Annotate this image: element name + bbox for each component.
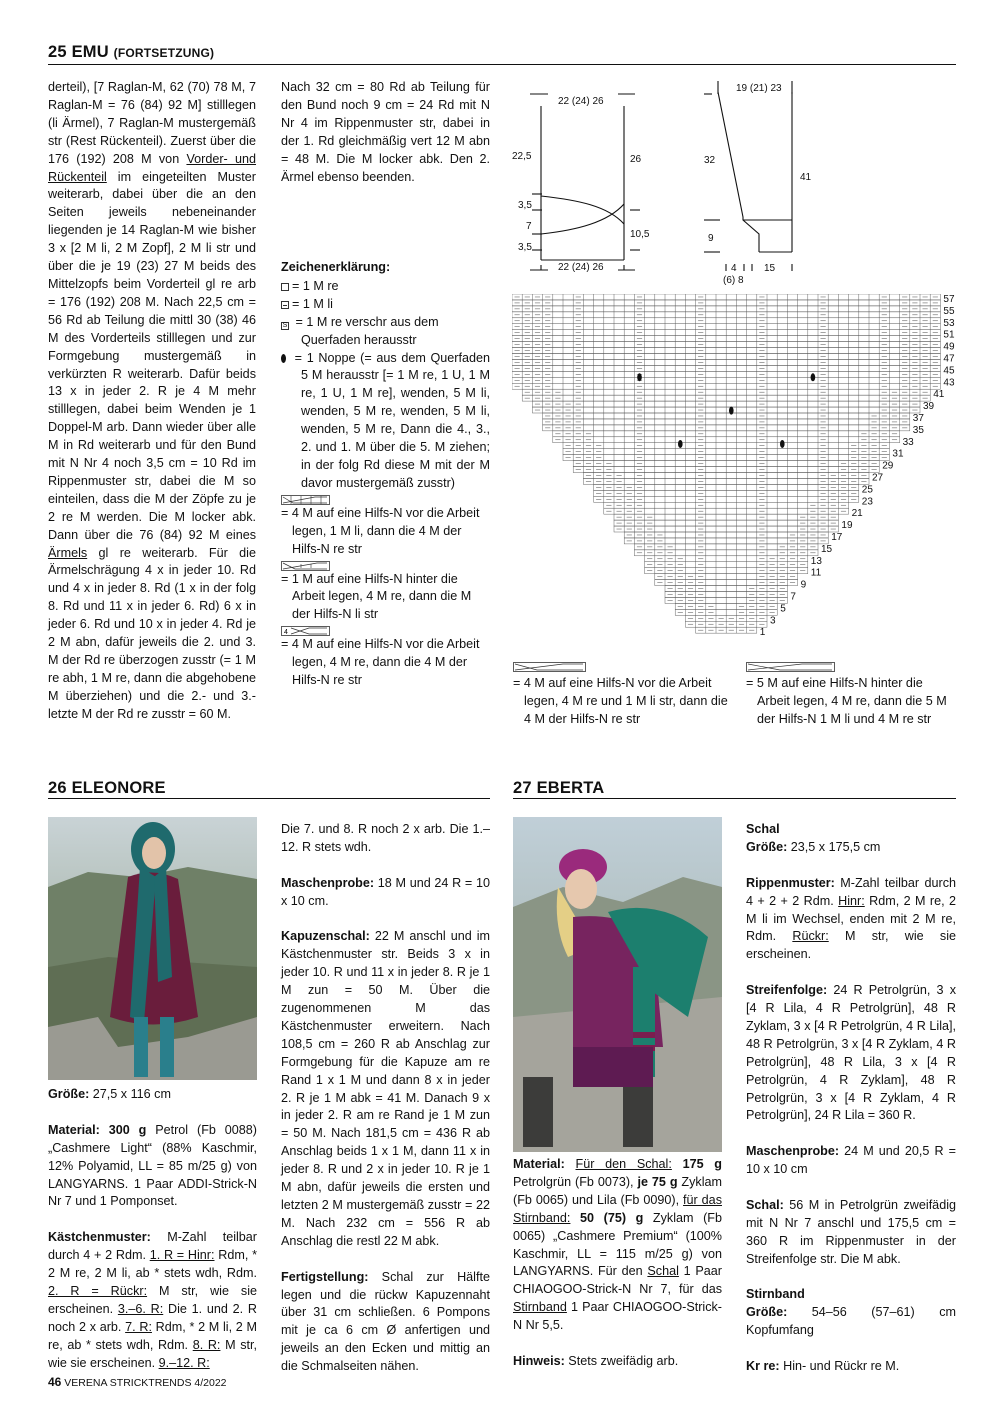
page-footer: [48, 1375, 227, 1389]
dim-sleeve-h1: 32: [704, 155, 716, 166]
eberta-column-2: [746, 821, 956, 1376]
row-number: 13: [810, 555, 822, 567]
row-number: 7: [790, 591, 796, 603]
dim-body-top: 22 (24) 26: [558, 96, 604, 107]
chart-legend-2: = 5 M auf eine Hilfs-N hinter die Arbeit legen, 4 M re, dann die 5 M der Hilfs-N 1 M li und 4 M re str: [746, 662, 958, 729]
cable-right-symbol-icon: [281, 561, 331, 571]
row-number: 3: [770, 615, 776, 627]
cable-5-4-symbol-icon: [746, 662, 836, 672]
section-title: ELEONORE: [71, 779, 166, 797]
dim-sleeve-h3: 9: [708, 233, 714, 244]
dim-sleeve-top: 19 (21) 23: [736, 83, 782, 94]
stripe-para: Streifenfolge: 24 R Petrolgrün, 3 x [4 R Lila, 4 R Petrolgrün], 48 R Zyklam, 3 x [4 R Petrolgrün, 4 R Lila], 48 R Petrolgrün, 3 x [4 R Zyklam, 4 R Petrolgrün], 48 R Lila, 3 x [4 R Petrolgrün, 4 R Zyklam], 48 R Petrolgrün, 3 x [4 R Zyklam, 4 R Petrolgrün], 24 R Lila = 360 R.: [746, 983, 956, 1123]
row-number: 57: [943, 294, 955, 305]
row-number: 9: [800, 579, 807, 591]
eleonore-column-1: [48, 1086, 257, 1372]
row-number: 41: [933, 389, 945, 401]
garment-schematic: [508, 74, 828, 286]
bobble-mark: [729, 407, 734, 415]
knit-symbol-icon: [281, 283, 289, 291]
dim-sleeve-h2: 41: [800, 172, 812, 183]
section-rule: [513, 798, 956, 799]
row-number: 23: [861, 496, 873, 508]
section-number: 27: [513, 779, 532, 797]
dim-body-bottom: 22 (24) 26: [558, 262, 604, 273]
cable-4-1-4-symbol-icon: [513, 662, 587, 672]
row-number: 49: [943, 341, 955, 353]
dim-sleeve-w1: 4: [731, 263, 737, 274]
dim-body-b3: 3,5: [518, 242, 532, 253]
dim-body-b2: 7: [526, 221, 532, 232]
dim-body-left: 22,5: [512, 151, 532, 162]
row-number: 15: [821, 543, 833, 555]
purl-symbol-icon: [281, 301, 289, 309]
section-25-heading: [48, 43, 214, 62]
eleonore-column-2: [281, 821, 490, 1376]
row-number: 51: [943, 329, 955, 341]
headband-size: Größe: 54–56 (57–61) cm Kopfumfang: [746, 1305, 956, 1338]
section-rule: [48, 64, 956, 65]
row-number: 45: [943, 365, 955, 377]
row-number: 25: [861, 484, 873, 496]
bobble-mark: [811, 373, 816, 381]
magazine-name: VERENA STRICKTRENDS 4/2022: [64, 1377, 227, 1389]
hood-scarf-para: Kapuzenschal: 22 M anschl und im Kästchenmuster str. Beids 3 x in jeder 10. R und 11 x in jeder 8. R je 1 M zun = 50 M. Über die zugenommenen M das Kästchenmuster erweitern. Nach 108,5 cm = 260 R ab Anschlag zur Formgebung für die Kapuze am re Rand 1 x 1 M und dann 8 x in jeder 2. R je 1 M abk = 41 M. Danach 9 x in jeder 2. R am re Rand je 1 M zun = 50 M. Nach 181,5 cm = 436 R ab Anschlag beids 1 x 1 M, dann 11 x in jeder 8. R und 2 x in jeder 10. R je 1 M abn, dafür jeweils die ersten und letzten 2 M mustergemäß zusstr = 22 M. Nach 232 cm = 556 R ab Anschlag die restl 22 M abk.: [281, 929, 490, 1248]
row-number: 19: [841, 520, 853, 532]
instructions-column-2: [281, 79, 490, 186]
dim-body-b4: 10,5: [630, 229, 650, 240]
gauge-para: Maschenprobe: 18 M und 24 R = 10 x 10 cm.: [281, 875, 490, 908]
row-number: 11: [810, 567, 822, 579]
paragraph: derteil), [7 Raglan-M, 62 (70) 78 M, 7 Raglan-M = 76 (84) 92 M] stilllegen (li Ärmel), 7 Raglan-M mustergemäß str (Rest Rückenteil). Zuerst über die 176 (192) 208 M von Vorder- und Rückenteil im eingeteilten Muster weiterarb, dabei über die an den Seiten jeweils nebeneinander liegenden je 14 Raglan-M wie bisher 3 x [2 M li, 2 M Zopf], 2 M li str und über die je 19 (23) 27 M beids des Mittelzopfs beim Vorderteil gl re arb = 176 (192) 208 M. Nach 22,5 cm = 56 Rd ab Teilung die mittl 30 (38) 46 M des Vorderteils stilllegen und zur Formgebung mustergemäß in verkürzten R weiterarb. Dafür beids 13 x in jeder 2. R je 4 M mehr stilllegen, dabei beim Wenden je 1 Doppel-M arb. Dann wieder über alle M in Rd weiterarb und für den Bund mit N Nr 4 noch 3,5 cm = 10 Rd im Rippenmuster str, dabei die M so einteilen, dass die M der Zöpfe zu je 2 re M werden. Die M locker abk. Dann über die 76 (84) 92 M eines Ärmels gl re weiterarb. Für die Ärmelschrägung 4 x in jeder 10. Rd und 4 x in jeder 8. Rd (1 x in der folg 8. Rd und 11 x in jeder 6. Rd) 6 x in jeder 6. Rd und 10 x in jeder 4. Rd je 2 M abn, dafür jeweils die 2. und 3. M der Rd re überzogen zusstr (= 1 M re abh, 1 M re, dann die abgehobene M überziehen) und die 2.- und 3.-letzte M der Rd re zusstr = 60 M.: [48, 80, 257, 721]
cable-left-symbol-icon: [281, 495, 331, 505]
row-number: 5: [780, 603, 786, 615]
row-number: 33: [902, 436, 914, 448]
note-para: Hinweis: Stets zweifädig arb.: [513, 1353, 679, 1368]
headband-heading: Stirnband: [746, 1287, 805, 1302]
dim-body-b1: 3,5: [518, 200, 532, 211]
chart-legend-1: = 4 M auf eine Hilfs-N vor die Arbeit legen, 4 M re und 1 M li str, dann die 4 M der Hilfs-N re str: [513, 662, 728, 729]
section-number: 25: [48, 43, 67, 61]
knitting-chart: [512, 294, 962, 644]
symbol-legend: [281, 259, 490, 690]
row-number: 21: [851, 508, 863, 520]
intro-para: Die 7. und 8. R noch 2 x arb. Die 1.–12. R stets wdh.: [281, 822, 490, 854]
bobble-mark: [780, 440, 785, 448]
legend-title: Zeichenerklärung:: [281, 260, 391, 274]
section-26-heading: [48, 779, 166, 798]
section-rule: [48, 798, 490, 799]
legend-purl: = 1 M li: [281, 296, 490, 314]
row-number: 37: [912, 412, 924, 424]
row-number: 29: [882, 460, 894, 472]
scarf-para: Schal: 56 M in Petrolgrün zweifädig mit N Nr 7 anschl und 175,5 cm = 360 R im Rippenmuster in der Streifenfolge str. Die M abk.: [746, 1197, 956, 1266]
bobble-symbol-icon: [281, 354, 286, 363]
rib-para: Rippenmuster: M-Zahl teilbar durch 4 + 2 + 2 Rdm. Hinr: Rdm, 2 M re, 2 M li im Wechsel, enden mit 2 M re, Rdm. Rückr: M str, wie sie erscheinen.: [746, 875, 956, 962]
page-number: 46: [48, 1375, 62, 1389]
row-number: 1: [759, 627, 766, 639]
scarf-heading: Schal: [746, 822, 780, 836]
instructions-column-1: [48, 79, 256, 724]
gauge-para: Maschenprobe: 24 M und 20,5 R = 10 x 10 cm: [746, 1144, 956, 1177]
row-number: 31: [892, 448, 904, 460]
row-number: 47: [943, 353, 955, 365]
row-number: 17: [831, 531, 843, 543]
size-line: Größe: 27,5 x 116 cm: [48, 1087, 171, 1101]
cable-4x4-symbol-icon: [281, 626, 331, 636]
svg-text:4: 4: [284, 629, 288, 637]
dim-sleeve-w1b: (6) 8: [723, 275, 744, 286]
row-number: 55: [943, 305, 955, 317]
section-title: EMU: [71, 43, 109, 61]
material-para: Material: Für den Schal: 175 g Petrolgrün (Fb 0073), je 75 g Zyklam (Fb 0065) und Lila (Fb 0090), für das Stirnband: 50 (75) g Zyklam (Fb 0065) „Cashmere Premium“ (100% Kaschmir, LL = 115 m/25 g) von LANGYARNS. Für den Schal 1 Paar CHIAOGOO-Strick-N Nr 7, für das Stirnband 1 Paar CHIAOGOO-Strick-N Nr 5,5.: [513, 1157, 723, 1333]
section-number: 26: [48, 779, 67, 797]
legend-cable-2: = 1 M auf eine Hilfs-N hinter die Arbeit legen, 4 M re, dann die M der Hilfs-N li str: [281, 571, 472, 622]
finishing-para: Fertigstellung: Schal zur Hälfte legen und die rückw Kapuzennaht über 31 cm schließen. 6 Pompons mit je ca 6 cm Ø anfertigen und jeweils an den Ecken und mittig an die Schmalseiten nähen.: [281, 1269, 490, 1374]
bobble-mark: [637, 373, 642, 381]
eberta-column-1: [513, 1156, 722, 1371]
twisted-knit-symbol-icon: S: [282, 321, 288, 329]
row-number: 53: [943, 317, 955, 329]
row-number: 27: [872, 472, 884, 484]
material-para: Material: 300 g Petrol (Fb 0088) „Cashmere Light“ (88% Kaschmir, 12% Polyamid, LL = 85 m/25 g) von LANGYARNS. 1 Paar ADDI-Strick-N Nr 7 und 1 Pomponset.: [48, 1122, 257, 1209]
paragraph: Nach 32 cm = 80 Rd ab Teilung für den Bund noch 9 cm = 24 Rd mit N Nr 4 im Rippenmuster str, dabei in der 1. Rd gleichmäßig vert 12 M abn = 48 M. Die M locker abk. Den 2. Ärmel ebenso beenden.: [281, 80, 490, 184]
section-subtitle: (FORTSETZUNG): [113, 46, 215, 60]
legend-cable-1: = 4 M auf eine Hilfs-N vor die Arbeit legen, 1 M li, dann die 4 M der Hilfs-N re str: [281, 505, 480, 556]
eleonore-photo: [48, 817, 257, 1080]
row-number: 39: [923, 401, 935, 413]
legend-bobble: = 1 Noppe (= aus dem Querfaden 5 M herausstr [= 1 M re, 1 U, 1 M re, 1 U, 1 M re], wenden, 5 M li, wenden, 5 M re, wenden, 5 M li, wenden, 5 M re, Dann die 4., 3., 2. und 1. M über die 5. M ziehen; in der folg Rd diese M mit der M davor mustergemäß zusstr): [281, 350, 490, 493]
kaestchen-para: Kästchenmuster: M-Zahl teilbar durch 4 + 2 Rdm. 1. R = Hinr: Rdm, * 2 M re, 2 M li, ab * stets wdh, Rdm. 2. R = Rückr: M str, wie sie erscheinen. 3.–6. R: Die 1. und 2. R noch 2 x arb. 7. R: Rdm, * 2 M li, 2 M re, ab * stets wdh, Rdm. 8. R: M str, wie sie erscheinen. 9.–12. R:: [48, 1230, 257, 1370]
legend-twisted: S = 1 M re verschr aus dem Querfaden herausstr: [282, 314, 439, 347]
eberta-photo: [513, 817, 722, 1152]
bobble-mark: [678, 440, 683, 448]
row-number: 43: [943, 377, 955, 389]
garter-para: Kr re: Hin- und Rückr re M.: [746, 1359, 900, 1374]
row-number: 35: [912, 424, 924, 436]
dim-sleeve-w2: 15: [764, 263, 776, 274]
scarf-size: Größe: 23,5 x 175,5 cm: [746, 839, 881, 854]
legend-cable-3: = 4 M auf eine Hilfs-N vor die Arbeit legen, 4 M re, dann die 4 M der Hilfs-N re str: [281, 637, 480, 688]
section-title: EBERTA: [536, 779, 605, 797]
dim-body-right: 26: [630, 154, 642, 165]
legend-knit: = 1 M re: [281, 278, 490, 296]
section-27-heading: [513, 779, 604, 798]
